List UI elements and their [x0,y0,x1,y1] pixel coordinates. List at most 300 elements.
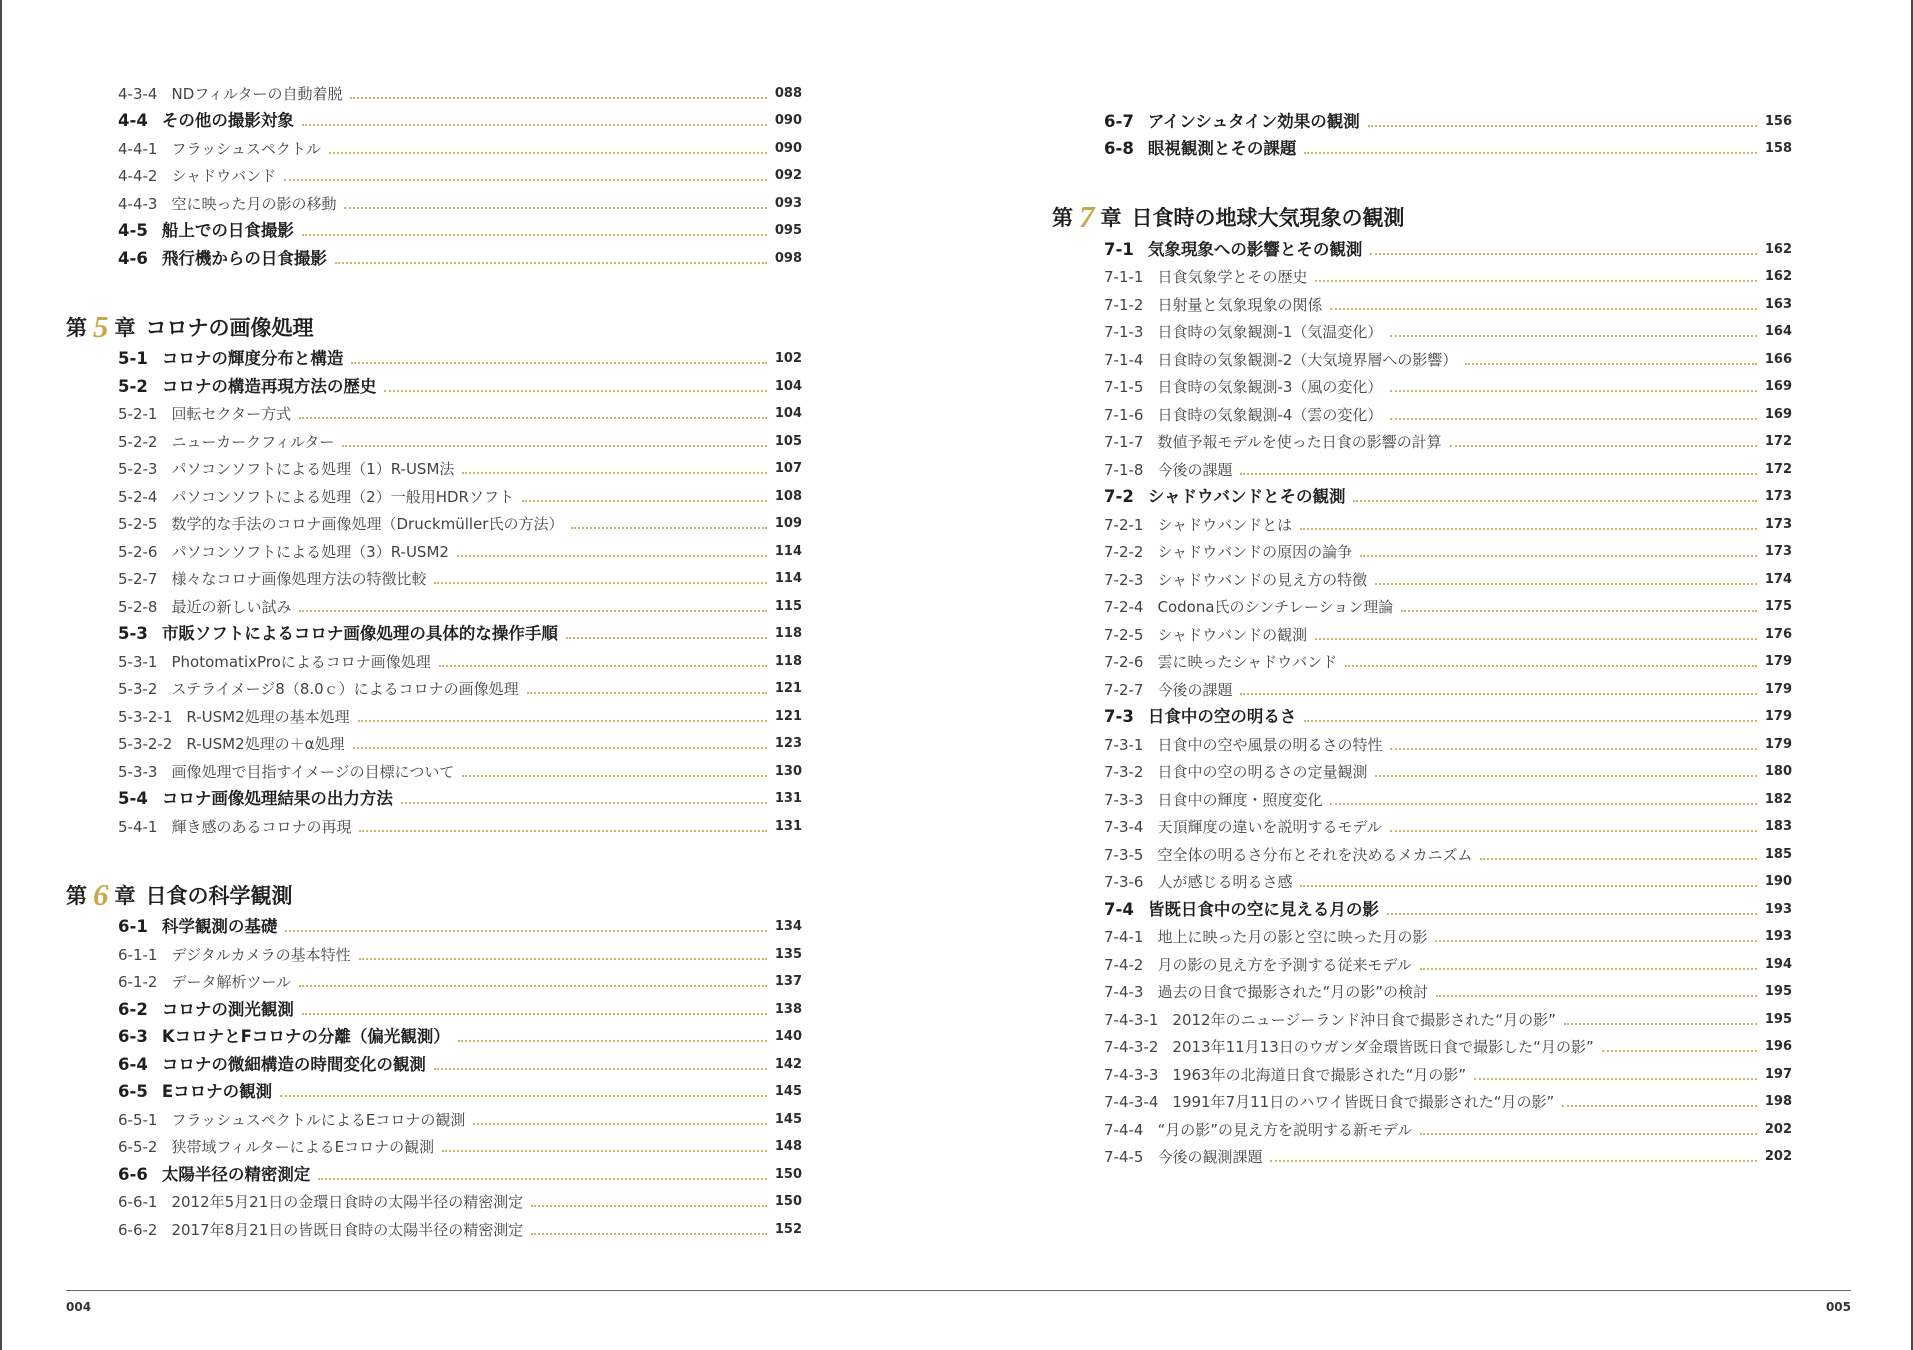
entry-page-number: 114 [774,571,802,586]
entry-number: 7-3 [1104,707,1134,726]
entry-title: 空全体の明るさ分布とそれを決めるメカニズム [1157,845,1473,864]
entry-number: 7-3-4 [1104,818,1144,836]
entry-title: 日食気象学とその歴史 [1157,268,1308,286]
entry-title: 眼視観測とその課題 [1147,139,1297,158]
leader-dots [1390,830,1757,832]
leader-dots [1480,858,1756,860]
toc-section-entry[interactable] [66,619,802,647]
entry-page-number: 202 [1764,1149,1792,1164]
entry-title: シャドウバンドとは [1157,515,1293,534]
toc-subsection-entry[interactable] [1052,977,1792,1005]
entry-page-number: 114 [774,543,802,559]
entry-page-number: 158 [1764,141,1792,156]
entry-title: 気象現象への影響とその観測 [1147,239,1363,259]
leader-dots [1300,528,1757,530]
entry-title: ニューカークフィルター [171,432,335,451]
entry-page-number: 195 [1764,1011,1792,1027]
entry-page-number: 121 [774,681,802,696]
entry-number: 5-4-1 [118,817,158,836]
entry-page-number: 169 [1764,406,1792,422]
entry-page-number: 193 [1764,929,1792,944]
leader-dots [1465,363,1756,365]
chapter-title: 日食時の地球大気現象の観測 [1131,206,1405,230]
leader-dots [1420,968,1757,970]
page-number-left: 004 [66,1300,92,1314]
toc-section-entry[interactable] [66,216,802,244]
entry-title: デジタルカメラの基本特性 [171,945,351,964]
entry-title: PhotomatixProによるコロナ画像処理 [171,652,431,671]
toc-subsection-entry[interactable] [66,646,802,674]
entry-title: 今後の課題 [1157,460,1233,479]
entry-title: 日食時の気象観測-4（雲の変化） [1157,405,1383,424]
toc-subsection-entry[interactable] [1052,1004,1792,1032]
toc-subsection-entry[interactable] [1052,454,1792,482]
toc-subsection-entry[interactable] [1052,949,1792,977]
leader-dots [1390,335,1756,337]
entry-title: コロナの構造再現方法の歴史 [161,376,377,396]
toc-subsection-entry[interactable] [1052,674,1792,702]
entry-number: 7-2-7 [1104,680,1144,699]
leader-dots [302,1013,767,1015]
toc-subsection-entry[interactable] [1052,1114,1792,1142]
leader-dots [1360,555,1757,557]
entry-number: 5-3-2 [118,680,158,698]
entry-page-number: 180 [1764,764,1792,779]
entry-page-number: 090 [774,113,802,128]
entry-number: 4-6 [118,248,148,268]
entry-page-number: 172 [1764,434,1792,449]
leader-dots [439,665,767,667]
entry-title: 皆既日食中の空に見える月の影 [1147,899,1379,919]
entry-page-number: 183 [1764,819,1792,834]
entry-number: 7-1-8 [1104,460,1144,479]
entry-page-number: 115 [774,598,802,614]
leader-dots [1375,775,1756,777]
entry-number: 5-4 [118,789,148,808]
toc-subsection-entry[interactable] [1052,784,1792,812]
toc-section-entry[interactable] [1052,482,1792,510]
entry-number: 7-3-5 [1104,845,1144,864]
entry-number: 5-3-2-2 [118,735,173,753]
entry-number: 5-3-2-1 [118,707,173,726]
entry-number: 7-1-6 [1104,405,1144,424]
entry-number: 7-2 [1104,487,1134,506]
toc-section-entry[interactable] [1052,134,1792,162]
entry-title: 空に映った月の影の移動 [171,194,337,213]
toc-subsection-entry[interactable] [66,1132,802,1160]
toc-section-entry[interactable] [1052,106,1792,134]
entry-title: パソコンソフトによる処理（1）R-USM法 [171,460,455,478]
toc-section-entry[interactable] [1052,894,1792,922]
toc-subsection-entry[interactable] [1052,372,1792,400]
entry-number: 7-4-3-2 [1104,1038,1159,1056]
leader-dots [566,637,767,639]
entry-number: 6-5-1 [118,1110,158,1129]
entry-number: 7-3-2 [1104,763,1144,781]
chapter-heading[interactable] [66,876,802,912]
leader-dots [1315,280,1756,282]
toc-subsection-entry[interactable] [66,78,802,106]
entry-number: 5-2-3 [118,460,158,478]
entry-number: 7-4-1 [1104,928,1144,946]
leader-dots [280,1095,767,1097]
leader-dots [1330,803,1756,805]
leader-dots [1368,125,1757,127]
entry-page-number: 163 [1764,296,1792,312]
entry-page-number: 093 [774,195,802,211]
entry-title: 1991年7月11日のハワイ皆既日食で撮影された“月の影” [1172,1093,1555,1111]
entry-title: 過去の日食で撮影された“月の影”の検討 [1157,983,1429,1001]
entry-page-number: 150 [774,1194,802,1209]
entry-title: 輝き感のあるコロナの再現 [171,817,352,836]
toc-section-entry[interactable] [66,1022,802,1050]
toc-subsection-entry[interactable] [1052,839,1792,867]
leader-dots [434,1068,767,1070]
entry-number: 4-4-3 [118,194,158,213]
entry-title: R-USM2処理の基本処理 [186,707,350,726]
toc-subsection-entry[interactable] [1052,592,1792,620]
entry-title: コロナの測光観測 [161,999,294,1019]
entry-title: 人が感じる明るさ感 [1157,873,1293,891]
leader-dots [350,97,766,99]
entry-page-number: 194 [1764,956,1792,972]
entry-number: 6-7 [1104,111,1134,131]
entry-number: 5-2-1 [118,405,158,423]
leader-dots [302,234,767,236]
entry-page-number: 107 [774,461,802,476]
leader-dots [1450,445,1757,447]
entry-page-number: 134 [774,919,802,934]
toc-subsection-entry[interactable] [1052,399,1792,427]
leader-dots [358,720,767,722]
entry-title: 市販ソフトによるコロナ画像処理の具体的な操作手順 [161,624,558,643]
toc-subsection-entry[interactable] [1052,1032,1792,1060]
entry-page-number: 131 [774,818,802,834]
toc-section-entry[interactable] [66,994,802,1022]
entry-page-number: 098 [774,250,802,266]
entry-page-number: 185 [1764,846,1792,862]
chapter-heading[interactable] [66,308,802,344]
entry-title: 狭帯域フィルターによるEコロナの観測 [171,1138,435,1156]
entry-page-number: 169 [1764,379,1792,394]
entry-number: 5-3-1 [118,652,158,671]
leader-dots [1390,390,1756,392]
entry-number: 7-4-3-4 [1104,1093,1159,1111]
entry-page-number: 142 [774,1056,802,1072]
entry-title: 科学観測の基礎 [161,917,278,936]
toc-subsection-entry[interactable] [66,1104,802,1132]
toc-subsection-entry[interactable] [66,967,802,995]
toc-section-entry[interactable] [66,784,802,812]
chapter-heading[interactable] [1052,201,1792,234]
leader-dots [1474,1078,1757,1080]
chapter-number: 5 [93,308,109,344]
toc-subsection-entry[interactable] [1052,289,1792,317]
entry-number: 5-2-6 [118,542,158,561]
toc-subsection-entry[interactable] [66,399,802,427]
leader-dots [571,527,766,529]
toc-subsection-entry[interactable] [1052,619,1792,647]
entry-number: 7-3-3 [1104,790,1144,809]
entry-title: 雲に映ったシャドウバンド [1157,653,1338,671]
leader-dots [1562,1105,1757,1107]
toc-subsection-entry[interactable] [1052,427,1792,455]
entry-title: 様々なコロナ画像処理方法の特徴比較 [171,570,427,588]
leader-dots [1375,583,1757,585]
leader-dots [342,445,766,447]
entry-number: 6-6-1 [118,1193,158,1211]
entry-title: 今後の観測課題 [1157,1148,1263,1166]
entry-number: 7-4-4 [1104,1120,1144,1139]
leader-dots [462,472,766,474]
page-number-right: 005 [1825,1300,1851,1314]
entry-title: データ解析ツール [171,973,292,991]
toc-subsection-entry[interactable] [66,536,802,564]
entry-title: シャドウバンドの観測 [1157,625,1308,644]
entry-title: 今後の課題 [1157,680,1233,699]
toc-subsection-entry[interactable] [66,133,802,161]
toc-subsection-entry[interactable] [66,454,802,482]
chapter-prefix: 第 [66,883,87,908]
toc-subsection-entry[interactable] [1052,922,1792,950]
leader-dots [522,500,767,502]
entry-number: 6-1-1 [118,945,158,964]
entry-number: 5-2-2 [118,432,158,451]
leader-dots [1240,693,1756,695]
entry-page-number: 145 [774,1111,802,1127]
entry-page-number: 088 [774,85,802,101]
entry-number: 6-6 [118,1164,148,1184]
toc-section-entry[interactable] [66,371,802,399]
leader-dots [527,692,767,694]
toc-subsection-entry[interactable] [1052,1142,1792,1170]
toc-section-entry[interactable] [66,243,802,271]
entry-page-number: 174 [1764,571,1792,587]
toc-subsection-entry[interactable] [66,811,802,839]
entry-page-number: 140 [774,1029,802,1044]
toc-subsection-entry[interactable] [66,701,802,729]
chapter-suffix: 章 [114,315,136,340]
leader-dots [1420,1133,1757,1135]
toc-subsection-entry[interactable] [66,674,802,702]
entry-title: 2012年のニュージーランド沖日食で撮影された“月の影” [1172,1010,1556,1029]
leader-dots [1353,500,1756,502]
leader-dots [302,124,767,126]
toc-subsection-entry[interactable] [66,161,802,189]
entry-number: 7-3-6 [1104,873,1144,891]
toc-subsection-entry[interactable] [1052,867,1792,895]
toc-subsection-entry[interactable] [1052,1059,1792,1087]
chapter-spacer [66,271,802,311]
entry-page-number: 138 [774,1001,802,1017]
entry-page-number: 173 [1764,544,1792,559]
entry-title: R-USM2処理の＋α処理 [186,735,345,753]
toc-subsection-entry[interactable] [66,1187,802,1215]
entry-page-number: 130 [774,763,802,779]
entry-title: その他の撮影対象 [161,111,294,130]
entry-number: 7-4 [1104,899,1134,919]
chapter-spacer [66,839,802,879]
entry-page-number: 176 [1764,626,1792,642]
entry-page-number: 137 [774,974,802,989]
leader-dots [359,958,767,960]
toc-subsection-entry[interactable] [1052,564,1792,592]
toc-section-entry[interactable] [66,106,802,134]
entry-page-number: 131 [774,791,802,806]
entry-title: Codona氏のシンチレーション理論 [1157,598,1394,616]
leader-dots [1401,610,1757,612]
toc-subsection-entry[interactable] [66,591,802,619]
entry-page-number: 135 [774,946,802,962]
entry-title: 最近の新しい試み [171,597,292,616]
entry-page-number: 175 [1764,599,1792,614]
entry-title: シャドウバンド [171,167,277,185]
entry-number: 7-2-1 [1104,515,1144,534]
toc-subsection-entry[interactable] [66,564,802,592]
entry-number: 5-2 [118,376,148,396]
toc-subsection-entry[interactable] [1052,537,1792,565]
leader-dots [1315,638,1757,640]
entry-number: 6-1 [118,917,148,936]
entry-number: 7-1-1 [1104,268,1144,286]
toc-subsection-entry[interactable] [1052,262,1792,290]
toc-section-entry[interactable] [66,1049,802,1077]
entry-number: 5-2-5 [118,515,158,533]
toc-section-entry[interactable] [1052,234,1792,262]
entry-title: Eコロナの観測 [161,1082,273,1101]
entry-title: 日食中の空の明るさ [1147,707,1297,726]
leader-dots [1370,253,1757,255]
entry-page-number: 190 [1764,874,1792,889]
entry-page-number: 152 [774,1221,802,1237]
entry-title: 太陽半径の精密測定 [161,1164,311,1184]
entry-page-number: 195 [1764,984,1792,999]
entry-number: 6-2 [118,999,148,1019]
entry-page-number: 156 [1764,113,1792,129]
toc-right-column [1052,106,1792,1169]
entry-title: 日食時の気象観測-1（気温変化） [1157,323,1383,341]
toc-section-entry[interactable] [66,912,802,940]
toc-section-entry[interactable] [1052,702,1792,730]
entry-number: 4-5 [118,221,148,240]
entry-number: 7-4-5 [1104,1148,1144,1166]
entry-title: パソコンソフトによる処理（2）一般用HDRソフト [171,487,514,506]
leader-dots [329,152,767,154]
toc-subsection-entry[interactable] [66,939,802,967]
entry-number: 6-4 [118,1054,148,1074]
toc-subsection-entry[interactable] [66,756,802,784]
toc-subsection-entry[interactable] [66,188,802,216]
entry-title: コロナ画像処理結果の出力方法 [161,789,393,808]
toc-subsection-entry[interactable] [1052,729,1792,757]
toc-subsection-entry[interactable] [66,729,802,757]
entry-title: NDフィルターの自動着脱 [171,84,343,103]
entry-number: 6-8 [1104,139,1134,158]
entry-page-number: 172 [1764,461,1792,477]
entry-page-number: 118 [774,653,802,669]
leader-dots [401,802,767,804]
chapter-suffix: 章 [114,883,136,908]
entry-page-number: 197 [1764,1066,1792,1082]
entry-title: 船上での日食撮影 [161,221,294,240]
leader-dots [473,1123,767,1125]
chapter-prefix: 第 [66,315,87,340]
entry-page-number: 123 [774,736,802,751]
toc-subsection-entry[interactable] [1052,509,1792,537]
toc-subsection-entry[interactable] [66,426,802,454]
entry-number: 7-2-2 [1104,543,1144,561]
entry-title: 画像処理で目指すイメージの目標について [171,762,455,781]
leader-dots [1270,1160,1756,1162]
entry-page-number: 164 [1764,324,1792,339]
entry-title: 日食時の気象観測-2（大気境界層への影響） [1157,350,1458,369]
leader-dots [285,930,767,932]
entry-number: 7-4-2 [1104,955,1144,974]
entry-page-number: 179 [1764,736,1792,752]
toc-section-entry[interactable] [66,1077,802,1105]
leader-dots [1390,748,1756,750]
entry-page-number: 198 [1764,1094,1792,1109]
leader-dots [1602,1050,1757,1052]
leader-dots [1564,1023,1757,1025]
entry-title: フラッシュスペクトル [171,139,321,158]
toc-subsection-entry[interactable] [1052,1087,1792,1115]
entry-title: シャドウバンドの見え方の特徴 [1157,570,1368,589]
leader-dots [299,985,767,987]
toc-section-entry[interactable] [66,1159,802,1187]
leader-dots [1436,995,1757,997]
toc-subsection-entry[interactable] [66,481,802,509]
leader-dots [1390,418,1756,420]
leader-dots [1435,940,1756,942]
leader-dots [1345,665,1757,667]
entry-page-number: 118 [774,626,802,641]
toc-subsection-entry[interactable] [66,509,802,537]
chapter-spacer [1052,161,1792,201]
leader-dots [335,262,767,264]
toc-subsection-entry[interactable] [1052,647,1792,675]
entry-title: シャドウバンドとその観測 [1147,487,1346,506]
entry-number: 7-2-5 [1104,625,1144,644]
entry-page-number: 173 [1764,489,1792,504]
entry-number: 5-3-3 [118,762,158,781]
leader-dots [462,775,766,777]
toc-subsection-entry[interactable] [1052,344,1792,372]
leader-dots [284,179,767,181]
entry-page-number: 193 [1764,901,1792,917]
leader-dots [1240,473,1756,475]
toc-subsection-entry[interactable] [1052,812,1792,840]
leader-dots [1330,308,1756,310]
entry-number: 4-4 [118,111,148,130]
entry-page-number: 179 [1764,709,1792,724]
leader-dots [1387,913,1757,915]
toc-section-entry[interactable] [66,344,802,372]
toc-subsection-entry[interactable] [1052,317,1792,345]
entry-title: フラッシュスペクトルによるEコロナの観測 [171,1110,466,1129]
entry-title: コロナの輝度分布と構造 [161,349,344,368]
leader-dots [1304,720,1757,722]
toc-subsection-entry[interactable] [66,1214,802,1242]
entry-page-number: 108 [774,488,802,504]
entry-page-number: 145 [774,1084,802,1099]
toc-subsection-entry[interactable] [1052,757,1792,785]
entry-title: “月の影”の見え方を説明する新モデル [1157,1120,1413,1139]
entry-title: 日食中の空や風景の明るさの特性 [1157,735,1383,754]
entry-number: 7-1-7 [1104,433,1144,451]
leader-dots [359,830,766,832]
leader-dots [353,747,767,749]
